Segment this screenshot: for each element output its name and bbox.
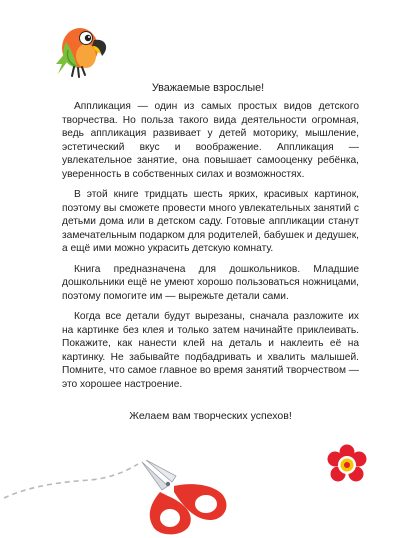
paragraph: Книга предназначена для дошкольников. Младшие дошкольники ещё не умеют хорошо пользоваться ножницами, поэтому помогите им — вырежьте детали сами. [62, 263, 359, 302]
letter-body [62, 100, 359, 398]
paragraph: В этой книге тридцать шесть ярких, красивых картинок, поэтому вы сможете провести много увлекательных занятий с детьми дома или в детском саду. Готовые аппликации станут замечательным подарком для родителей, бабушек и дедушек, а ещё ими можно украсить детскую комнату. [62, 189, 359, 255]
letter-closing: Желаем вам творческих успехов! [129, 410, 292, 422]
parrot-icon [52, 14, 114, 82]
letter-greeting: Уважаемые взрослые! [151, 82, 265, 94]
scissors-icon [0, 420, 250, 538]
flower-icon [326, 444, 368, 486]
paragraph: Аппликация — один из самых простых видов детского творчества. Но польза такого вида деятельности огромная, ведь аппликация развивает у детей моторику, мышление, эстетический вкус и воображение. Аппликация — увлекательное занятие, она повышает самооценку ребёнка, уверенность в собственных силах и возможностях. [62, 101, 359, 180]
paragraph: Когда все детали будут вырезаны, сначала разложите их на картинке без клея и только затем начинайте приклеивать. Покажите, как нанести клей на деталь и наклеить её на картинку. Не забывайте подбадривать и хвалить малышей. Помните, что самое главное во время занятий творчеством — это хорошее настроение. [62, 311, 359, 390]
